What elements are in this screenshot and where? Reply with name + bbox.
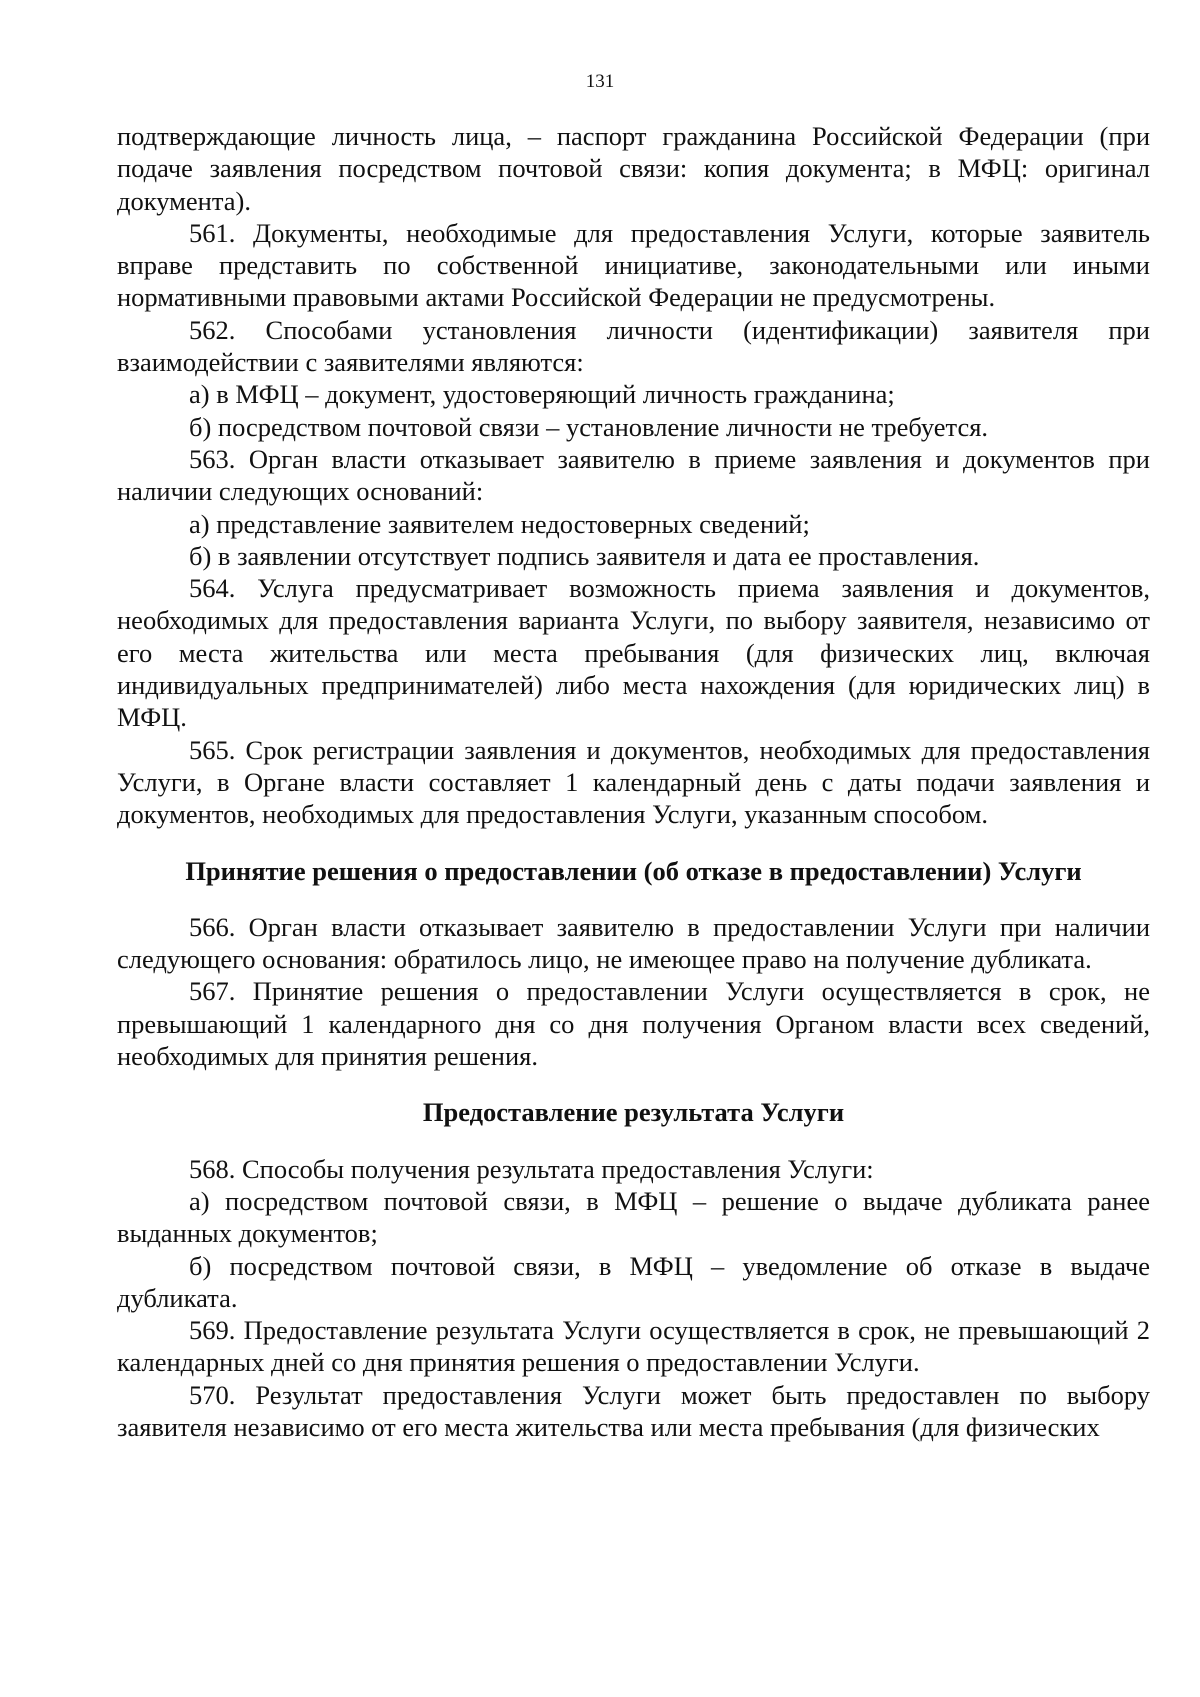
section-heading-decision: Принятие решения о предоставлении (об отказе в предоставлении) Услуги [185, 855, 1082, 886]
paragraph-563: 563. Орган власти отказывает заявителю в приеме заявления и документов при наличии следующих оснований: [117, 443, 1150, 507]
paragraph-566: 566. Орган власти отказывает заявителю в предоставлении Услуги при наличии следующего основания: обратилось лицо, не имеющее право на получение дубликата. [117, 911, 1150, 975]
document-body [117, 120, 1150, 1443]
paragraph-568-b: б) посредством почтовой связи, в МФЦ – уведомление об отказе в выдаче дубликата. [117, 1250, 1150, 1313]
paragraph-565: 565. Срок регистрации заявления и документов, необходимых для предоставления Услуги, в Органе власти составляет 1 календарный день с даты подачи заявления и документов, необходимых для предоставления Услуги, указанным способом. [117, 734, 1150, 830]
paragraph-563-a: а) представление заявителем недостоверных сведений; [189, 508, 810, 539]
paragraph-continuation: подтверждающие личность лица, – паспорт гражданина Российской Федерации (при подаче заявления посредством почтовой связи: копия документа; в МФЦ: оригинал документа). [117, 121, 1150, 216]
paragraph-562-a: а) в МФЦ – документ, удостоверяющий личность гражданина; [189, 379, 895, 410]
paragraph-561: 561. Документы, необходимые для предоставления Услуги, которые заявитель вправе представить по собственной инициативе, законодательными или иными нормативными правовыми актами Российской Федерации не предусмотрены. [117, 217, 1150, 313]
paragraph-568-a: а) посредством почтовой связи, в МФЦ – решение о выдаче дубликата ранее выданных документов; [117, 1185, 1150, 1249]
paragraph-562: 562. Способами установления личности (идентификации) заявителя при взаимодействии с заявителями являются: [117, 314, 1150, 378]
paragraph-569: 569. Предоставление результата Услуги осуществляется в срок, не превышающий 2 календарных дней со дня принятия решения о предоставлении Услуги. [117, 1315, 1150, 1378]
paragraph-563-b: б) в заявлении отсутствует подпись заявителя и дата ее проставления. [189, 540, 980, 571]
page-number: 131 [585, 71, 615, 92]
section-heading-result: Предоставление результата Услуги [422, 1097, 845, 1128]
paragraph-570: 570. Результат предоставления Услуги может быть предоставлен по выбору заявителя независимо от его места жительства или места пребывания (для физических [117, 1379, 1150, 1442]
paragraph-567: 567. Принятие решения о предоставлении Услуги осуществляется в срок, не превышающий 1 календарного дня со дня получения Органом власти всех сведений, необходимых для принятия решения. [117, 976, 1150, 1072]
paragraph-568: 568. Способы получения результата предоставления Услуги: [189, 1153, 874, 1184]
paragraph-562-b: б) посредством почтовой связи – установление личности не требуется. [189, 411, 989, 442]
paragraph-564: 564. Услуга предусматривает возможность приема заявления и документов, необходимых для предоставления варианта Услуги, по выбору заявителя, независимо от его места жительства или места пребывания (для физических лиц, включая индивидуальных предпринимателей) либо места нахождения (для юридических лиц) в МФЦ. [117, 573, 1150, 733]
